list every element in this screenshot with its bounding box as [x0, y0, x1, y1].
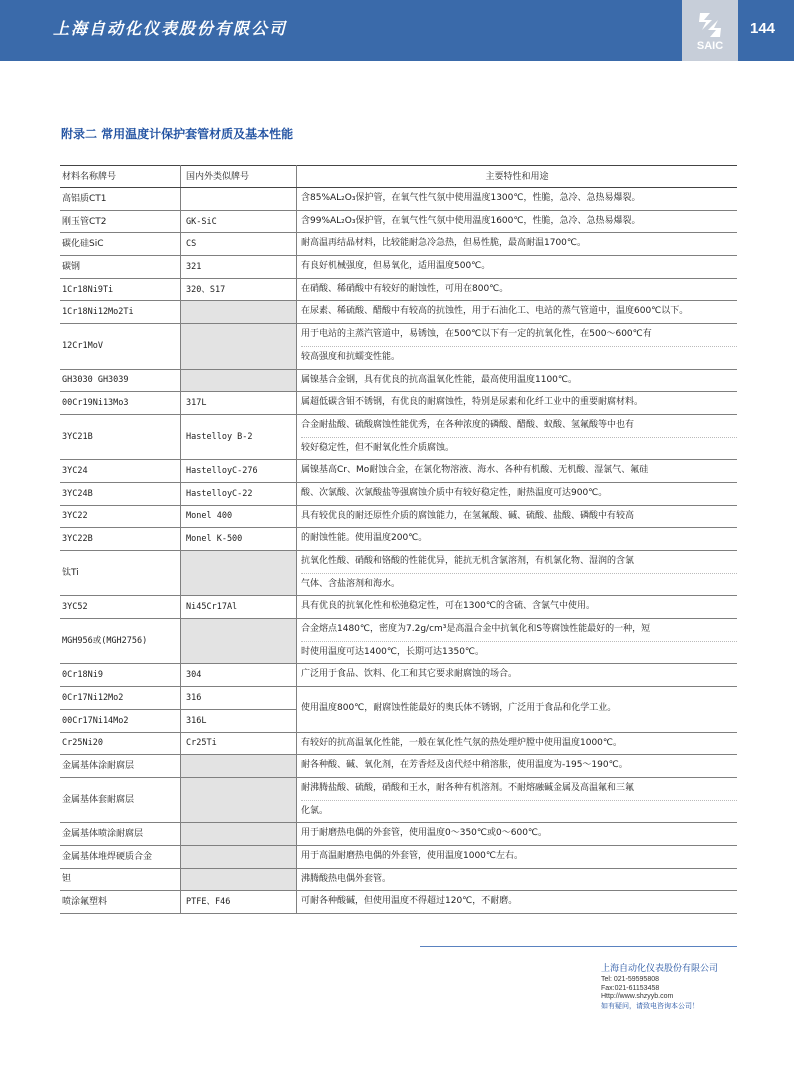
footer-web[interactable]: Http://www.shzyyb.com — [601, 993, 674, 1000]
material-name-cell: MGH956或(MGH2756) — [60, 619, 181, 664]
properties-cell — [297, 732, 738, 755]
material-name-cell: 3YC24B — [60, 482, 181, 505]
properties-cell — [297, 301, 738, 324]
table-row — [60, 732, 737, 755]
properties-line: 合金熔点1480℃，密度为7.2g/cm³是高温合金中抗氧化和S等腐蚀性能最好的一种，短 — [301, 624, 651, 635]
material-name-cell: 金属基体涂耐腐层 — [60, 755, 181, 778]
material-name-cell: 3YC24 — [60, 460, 181, 483]
column-header: 国内外类似牌号 — [181, 166, 297, 188]
similar-grade-cell — [181, 845, 297, 868]
properties-line: 用于电站的主蒸汽管道中，易锈蚀，在500℃以下有一定的抗氧化性，在500～600℃有 — [301, 329, 652, 340]
properties-line: 化氯。 — [301, 800, 737, 823]
properties-line: 在硝酸、稀硝酸中有较好的耐蚀性，可用在800℃。 — [301, 283, 509, 294]
material-name-cell: 3YC52 — [60, 596, 181, 619]
properties-line: 可耐各种酸碱，但使用温度不得超过120℃，不耐磨。 — [301, 896, 518, 907]
properties-line: 用于耐磨热电偶的外套管，使用温度0～350℃或0～600℃。 — [301, 828, 548, 839]
similar-grade-cell — [181, 188, 297, 211]
material-name-cell: 金属基体喷涂耐腐层 — [60, 823, 181, 846]
properties-line: 属镍基合金钢，具有优良的抗高温氧化性能，最高使用温度1100℃。 — [301, 374, 578, 385]
table-row — [60, 664, 737, 687]
properties-line: 沸腾酸热电偶外套管。 — [301, 873, 392, 884]
properties-line: 广泛用于食品、饮料、化工和其它要求耐腐蚀的场合。 — [301, 669, 518, 680]
similar-grade-cell — [181, 369, 297, 392]
table-row — [60, 823, 737, 846]
table-row — [60, 369, 737, 392]
table-row — [60, 233, 737, 256]
properties-line: 耐各种酸、碱、氧化剂，在芳香烃及卤代烃中稍溶胀，使用温度为-195～190℃。 — [301, 760, 628, 771]
properties-cell — [297, 823, 738, 846]
properties-cell — [297, 482, 738, 505]
page-header — [0, 0, 794, 61]
similar-grade-cell — [181, 324, 297, 369]
similar-grade-cell: Cr25Ti — [181, 732, 297, 755]
table-row — [60, 687, 737, 710]
properties-cell — [297, 188, 738, 211]
properties-line: 使用温度800℃，耐腐蚀性能最好的奥氏体不锈钢，广泛用于食品和化学工业。 — [301, 703, 617, 714]
footer-divider — [420, 946, 737, 947]
material-name-cell: 金属基体堆焊硬质合金 — [60, 845, 181, 868]
table-row — [60, 868, 737, 891]
properties-line: 有较好的抗高温氧化性能，一般在氧化性气氛的热处理炉膛中使用温度1000℃。 — [301, 737, 623, 748]
properties-cell — [297, 845, 738, 868]
similar-grade-cell: 316L — [181, 709, 297, 732]
table-row — [60, 777, 737, 822]
material-name-cell: 00Cr17Ni14Mo2 — [60, 709, 181, 732]
table-row — [60, 505, 737, 528]
materials-table — [60, 165, 737, 914]
similar-grade-cell — [181, 755, 297, 778]
table-row — [60, 188, 737, 211]
material-name-cell: 00Cr19Ni13Mo3 — [60, 392, 181, 415]
similar-grade-cell: CS — [181, 233, 297, 256]
material-name-cell: 1Cr18Ni12Mo2Ti — [60, 301, 181, 324]
footer-note: 如有疑问，请致电咨询本公司！ — [601, 1002, 699, 1010]
properties-line: 具有优良的抗氧化性和松弛稳定性，可在1300℃的含硫、含氯气中使用。 — [301, 601, 596, 612]
properties-cell — [297, 551, 738, 596]
material-name-cell: 3YC21B — [60, 414, 181, 459]
similar-grade-cell: Hastelloy B-2 — [181, 414, 297, 459]
table-row — [60, 891, 737, 914]
similar-grade-cell: Monel 400 — [181, 505, 297, 528]
properties-line: 较高强度和抗蠕变性能。 — [301, 346, 737, 369]
material-name-cell: 钛Ti — [60, 551, 181, 596]
material-name-cell: 3YC22 — [60, 505, 181, 528]
properties-cell — [297, 505, 738, 528]
table-row — [60, 845, 737, 868]
table-row — [60, 482, 737, 505]
footer-company: 上海自动化仪表股份有限公司 — [601, 963, 719, 973]
material-name-cell: GH3030 GH3039 — [60, 369, 181, 392]
properties-line: 含99%AL₂O₃保护管，在氧气性气氛中使用温度1600℃，性脆，急冷、急热易爆裂。 — [301, 215, 641, 226]
table-row — [60, 755, 737, 778]
properties-cell — [297, 868, 738, 891]
properties-line: 较好稳定性，但不耐氧化性介质腐蚀。 — [301, 437, 737, 460]
saic-logo-icon — [690, 10, 730, 40]
material-name-cell: Cr25Ni20 — [60, 732, 181, 755]
table-row — [60, 392, 737, 415]
similar-grade-cell — [181, 823, 297, 846]
properties-line: 合金耐盐酸、硫酸腐蚀性能优秀，在各种浓度的磷酸、醋酸、蚁酸、氢氟酸等中也有 — [301, 419, 635, 430]
similar-grade-cell: PTFE、F46 — [181, 891, 297, 914]
similar-grade-cell: 316 — [181, 687, 297, 710]
properties-cell — [297, 777, 738, 822]
properties-line: 酸、次氯酸、次氯酸盐等强腐蚀介质中有较好稳定性，耐热温度可达900℃。 — [301, 487, 608, 498]
footer-contact — [601, 961, 718, 1011]
properties-line: 气体、含盐溶剂和海水。 — [301, 573, 737, 596]
similar-grade-cell — [181, 301, 297, 324]
similar-grade-cell — [181, 551, 297, 596]
similar-grade-cell: Monel K-500 — [181, 528, 297, 551]
table-row — [60, 256, 737, 279]
similar-grade-cell — [181, 619, 297, 664]
properties-line: 属镍基高Cr、Mo耐蚀合金，在氯化物溶液、海水、各种有机酸、无机酸、湿氯气、氟硅 — [301, 465, 649, 476]
similar-grade-cell: HastelloyC-22 — [181, 482, 297, 505]
properties-cell — [297, 233, 738, 256]
material-name-cell: 高铝质CT1 — [60, 188, 181, 211]
similar-grade-cell: GK-SiC — [181, 210, 297, 233]
properties-cell — [297, 324, 738, 369]
similar-grade-cell: 320、S17 — [181, 278, 297, 301]
material-name-cell: 金属基体套耐腐层 — [60, 777, 181, 822]
table-row — [60, 301, 737, 324]
similar-grade-cell — [181, 777, 297, 822]
footer-tel: Tel: 021-59595808 — [601, 976, 659, 983]
material-name-cell: 0Cr18Ni9 — [60, 664, 181, 687]
company-brand: 上海自动化仪表股份有限公司 — [53, 19, 288, 38]
footer-fax: Fax:021-61153458 — [601, 984, 660, 992]
properties-cell — [297, 596, 738, 619]
table-row — [60, 551, 737, 596]
material-name-cell: 钽 — [60, 868, 181, 891]
material-name-cell: 碳钢 — [60, 256, 181, 279]
properties-cell — [297, 687, 738, 732]
properties-line: 耐高温再结晶材料，比较能耐急冷急热，但易性脆，最高耐温1700℃。 — [301, 238, 587, 249]
material-name-cell: 12Cr1MoV — [60, 324, 181, 369]
material-name-cell: 刚玉管CT2 — [60, 210, 181, 233]
table-header-row — [60, 166, 737, 188]
properties-cell — [297, 664, 738, 687]
properties-cell — [297, 414, 738, 459]
properties-cell — [297, 460, 738, 483]
properties-cell — [297, 210, 738, 233]
properties-line: 时使用温度可达1400℃，长期可达1350℃。 — [301, 641, 737, 664]
table-row — [60, 528, 737, 551]
material-name-cell: 3YC22B — [60, 528, 181, 551]
properties-cell — [297, 278, 738, 301]
page-title: 附录二 常用温度计保护套管材质及基本性能 — [61, 127, 294, 141]
similar-grade-cell: 321 — [181, 256, 297, 279]
similar-grade-cell: Ni45Cr17Al — [181, 596, 297, 619]
similar-grade-cell: 317L — [181, 392, 297, 415]
properties-cell — [297, 369, 738, 392]
table-row — [60, 210, 737, 233]
table-row — [60, 596, 737, 619]
properties-cell — [297, 528, 738, 551]
properties-line: 抗氧化性酸、硝酸和铬酸的性能优异，能抗无机含氯溶剂，有机氯化物、湿润的含氯 — [301, 556, 635, 566]
properties-line: 具有较优良的耐还原性介质的腐蚀能力，在氢氟酸、碱、硫酸、盐酸、磷酸中有较高 — [301, 510, 635, 521]
table-row — [60, 414, 737, 459]
properties-cell — [297, 755, 738, 778]
similar-grade-cell — [181, 868, 297, 891]
logo-text: SAIC — [696, 40, 724, 52]
table-row — [60, 460, 737, 483]
material-name-cell: 0Cr17Ni12Mo2 — [60, 687, 181, 710]
properties-line: 含85%AL₂O₃保护管，在氧气性气氛中使用温度1300℃，性脆，急冷、急热易爆裂。 — [301, 193, 641, 203]
properties-cell — [297, 392, 738, 415]
column-header: 主要特性和用途 — [297, 166, 738, 188]
material-name-cell: 1Cr18Ni9Ti — [60, 278, 181, 301]
properties-line: 有良好机械强度，但易氧化，适用温度500℃。 — [301, 261, 491, 272]
table-row — [60, 278, 737, 301]
properties-cell — [297, 256, 738, 279]
material-name-cell: 碳化硅SiC — [60, 233, 181, 256]
similar-grade-cell: HastelloyC-276 — [181, 460, 297, 483]
properties-line: 的耐蚀性能。使用温度200℃。 — [301, 533, 428, 544]
properties-cell — [297, 891, 738, 914]
properties-cell — [297, 619, 738, 664]
page-number: 144 — [750, 20, 776, 37]
table-row — [60, 324, 737, 369]
material-name-cell: 喷涂氟塑料 — [60, 891, 181, 914]
properties-line: 用于高温耐磨热电偶的外套管，使用温度1000℃左右。 — [301, 850, 524, 861]
column-header: 材料名称牌号 — [60, 166, 181, 188]
table-row — [60, 619, 737, 664]
properties-line: 在尿素、稀硫酸、醋酸中有较高的抗蚀性，用于石油化工、电站的蒸气管道中，温度600℃以下。 — [301, 306, 689, 317]
properties-line: 耐沸腾盐酸、硫酸，硝酸和王水，耐各种有机溶剂。不耐熔融碱金属及高温氟和三氟 — [301, 782, 635, 793]
similar-grade-cell: 304 — [181, 664, 297, 687]
properties-line: 属超低碳含钼不锈钢，有优良的耐腐蚀性，特别是尿素和化纤工业中的重要耐腐材料。 — [301, 397, 644, 408]
